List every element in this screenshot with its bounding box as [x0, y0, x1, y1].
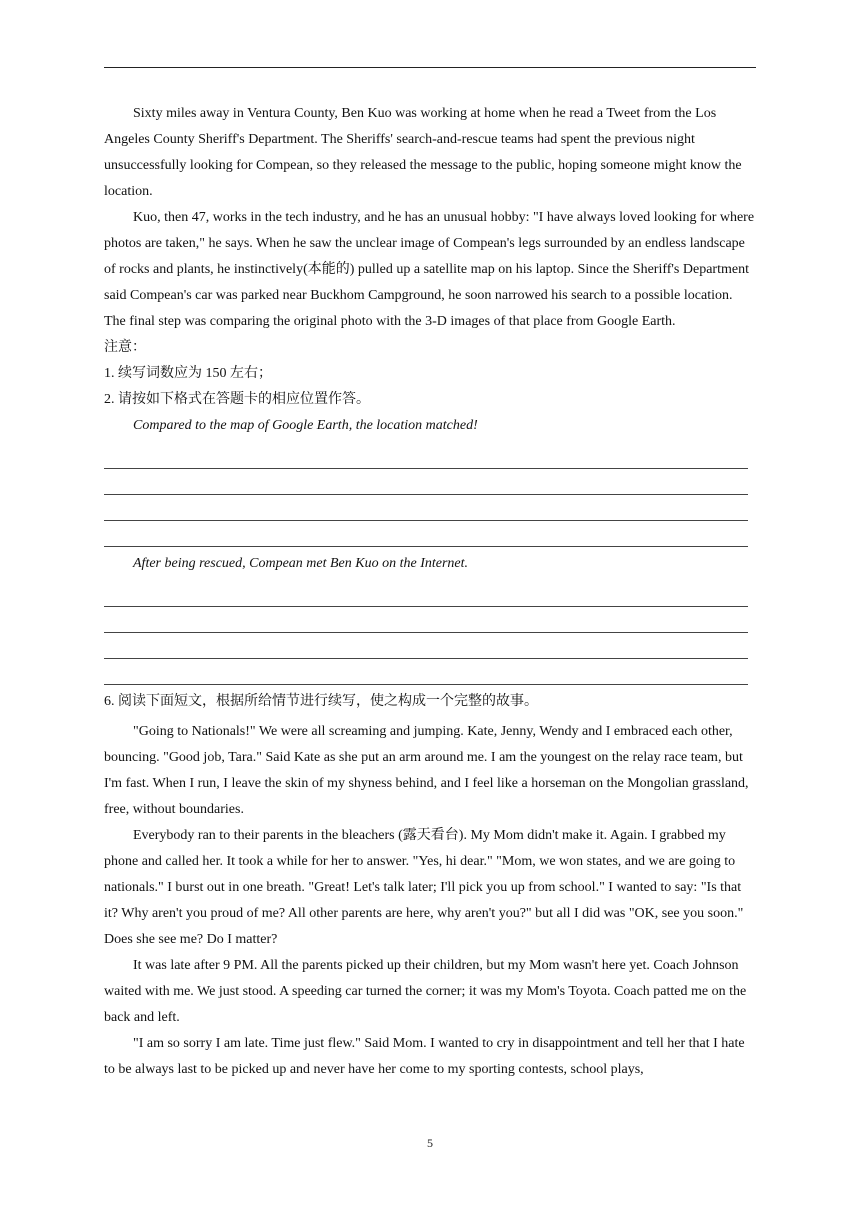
question-6-instruction: 6. 阅读下面短文，根据所给情节进行续写，使之构成一个完整的故事。: [104, 694, 538, 709]
answer-line: [104, 633, 748, 659]
notes-heading: 注意：: [104, 340, 146, 355]
prompt-first: Compared to the map of Google Earth, the location matched!: [133, 418, 478, 433]
answer-line: [104, 659, 748, 685]
story-paragraph-2: Kuo, then 47, works in the tech industry, and he has an unusual hobby: "I have always loved looking for where photos are taken," he says. When he saw the unclear image of Compean's legs surrounded by an endless landscape of rocks and plants, he instinctively(本能的) pulled up a satellite map on his laptop. Since the Sheriff's Department said Compean's car was parked near Buckhom Campground, he soon narrowed his search to a possible location. The final step was comparing the original photo with the 3-D images of that place from Google Earth.: [104, 210, 755, 329]
story-paragraph-1: Sixty miles away in Ventura County, Ben Kuo was working at home when he read a Tweet from the Los Angeles County Sheriff's Department. The Sheriffs' search-and-rescue teams had spent the previous night unsuccessfully looking for Compean, so they released the message to the public, hoping someone might know the location.: [104, 106, 742, 199]
answer-line: [104, 469, 748, 495]
note-item-2: 2. 请按如下格式在答题卡的相应位置作答。: [104, 392, 370, 407]
answer-line: [104, 521, 748, 547]
answer-lines-second: [104, 581, 756, 685]
answer-line: [104, 581, 748, 607]
note-item-1: 1. 续写词数应为 150 左右；: [104, 366, 272, 381]
answer-line: [104, 495, 748, 521]
question-6-paragraph-2: Everybody ran to their parents in the bleachers (露天看台). My Mom didn't make it. Again. I grabbed my phone and called her. It took a while for her to answer. "Yes, hi dear." "Mom, we won states, and we are going to nationals." I burst out in one breath. "Great! Let's talk later; I'll pick you up from school." I wanted to say: "Is that it? Why aren't you proud of me? All other parents are here, why aren't you?" but all I did was "OK, see you soon." Does she see me? Do I matter?: [104, 828, 744, 947]
answer-line: [104, 607, 748, 633]
answer-lines-first: [104, 443, 756, 547]
prompt-second: After being rescued, Compean met Ben Kuo on the Internet.: [133, 556, 469, 571]
question-6-paragraph-1: "Going to Nationals!" We were all screaming and jumping. Kate, Jenny, Wendy and I embraced each other, bouncing. "Good job, Tara." Said Kate as she put an arm around me. I am the youngest on the relay race team, but I'm fast. When I run, I leave the skin of my shyness behind, and I feel like a horseman on the Mongolian grassland, free, without boundaries.: [104, 724, 749, 817]
question-6-paragraph-3: It was late after 9 PM. All the parents picked up their children, but my Mom wasn't here yet. Coach Johnson waited with me. We just stood. A speeding car turned the corner; it was my Mom's Toyota. Coach patted me on the back and left.: [104, 958, 747, 1025]
question-6-paragraph-4: "I am so sorry I am late. Time just flew." Said Mom. I wanted to cry in disappointment and tell her that I hate to be always last to be picked up and never have her come to my sporting contests, school plays,: [104, 1036, 745, 1077]
page-number: 5: [427, 1136, 433, 1150]
page-content: [104, 101, 756, 1083]
header-rule: [104, 67, 756, 68]
answer-line: [104, 443, 748, 469]
